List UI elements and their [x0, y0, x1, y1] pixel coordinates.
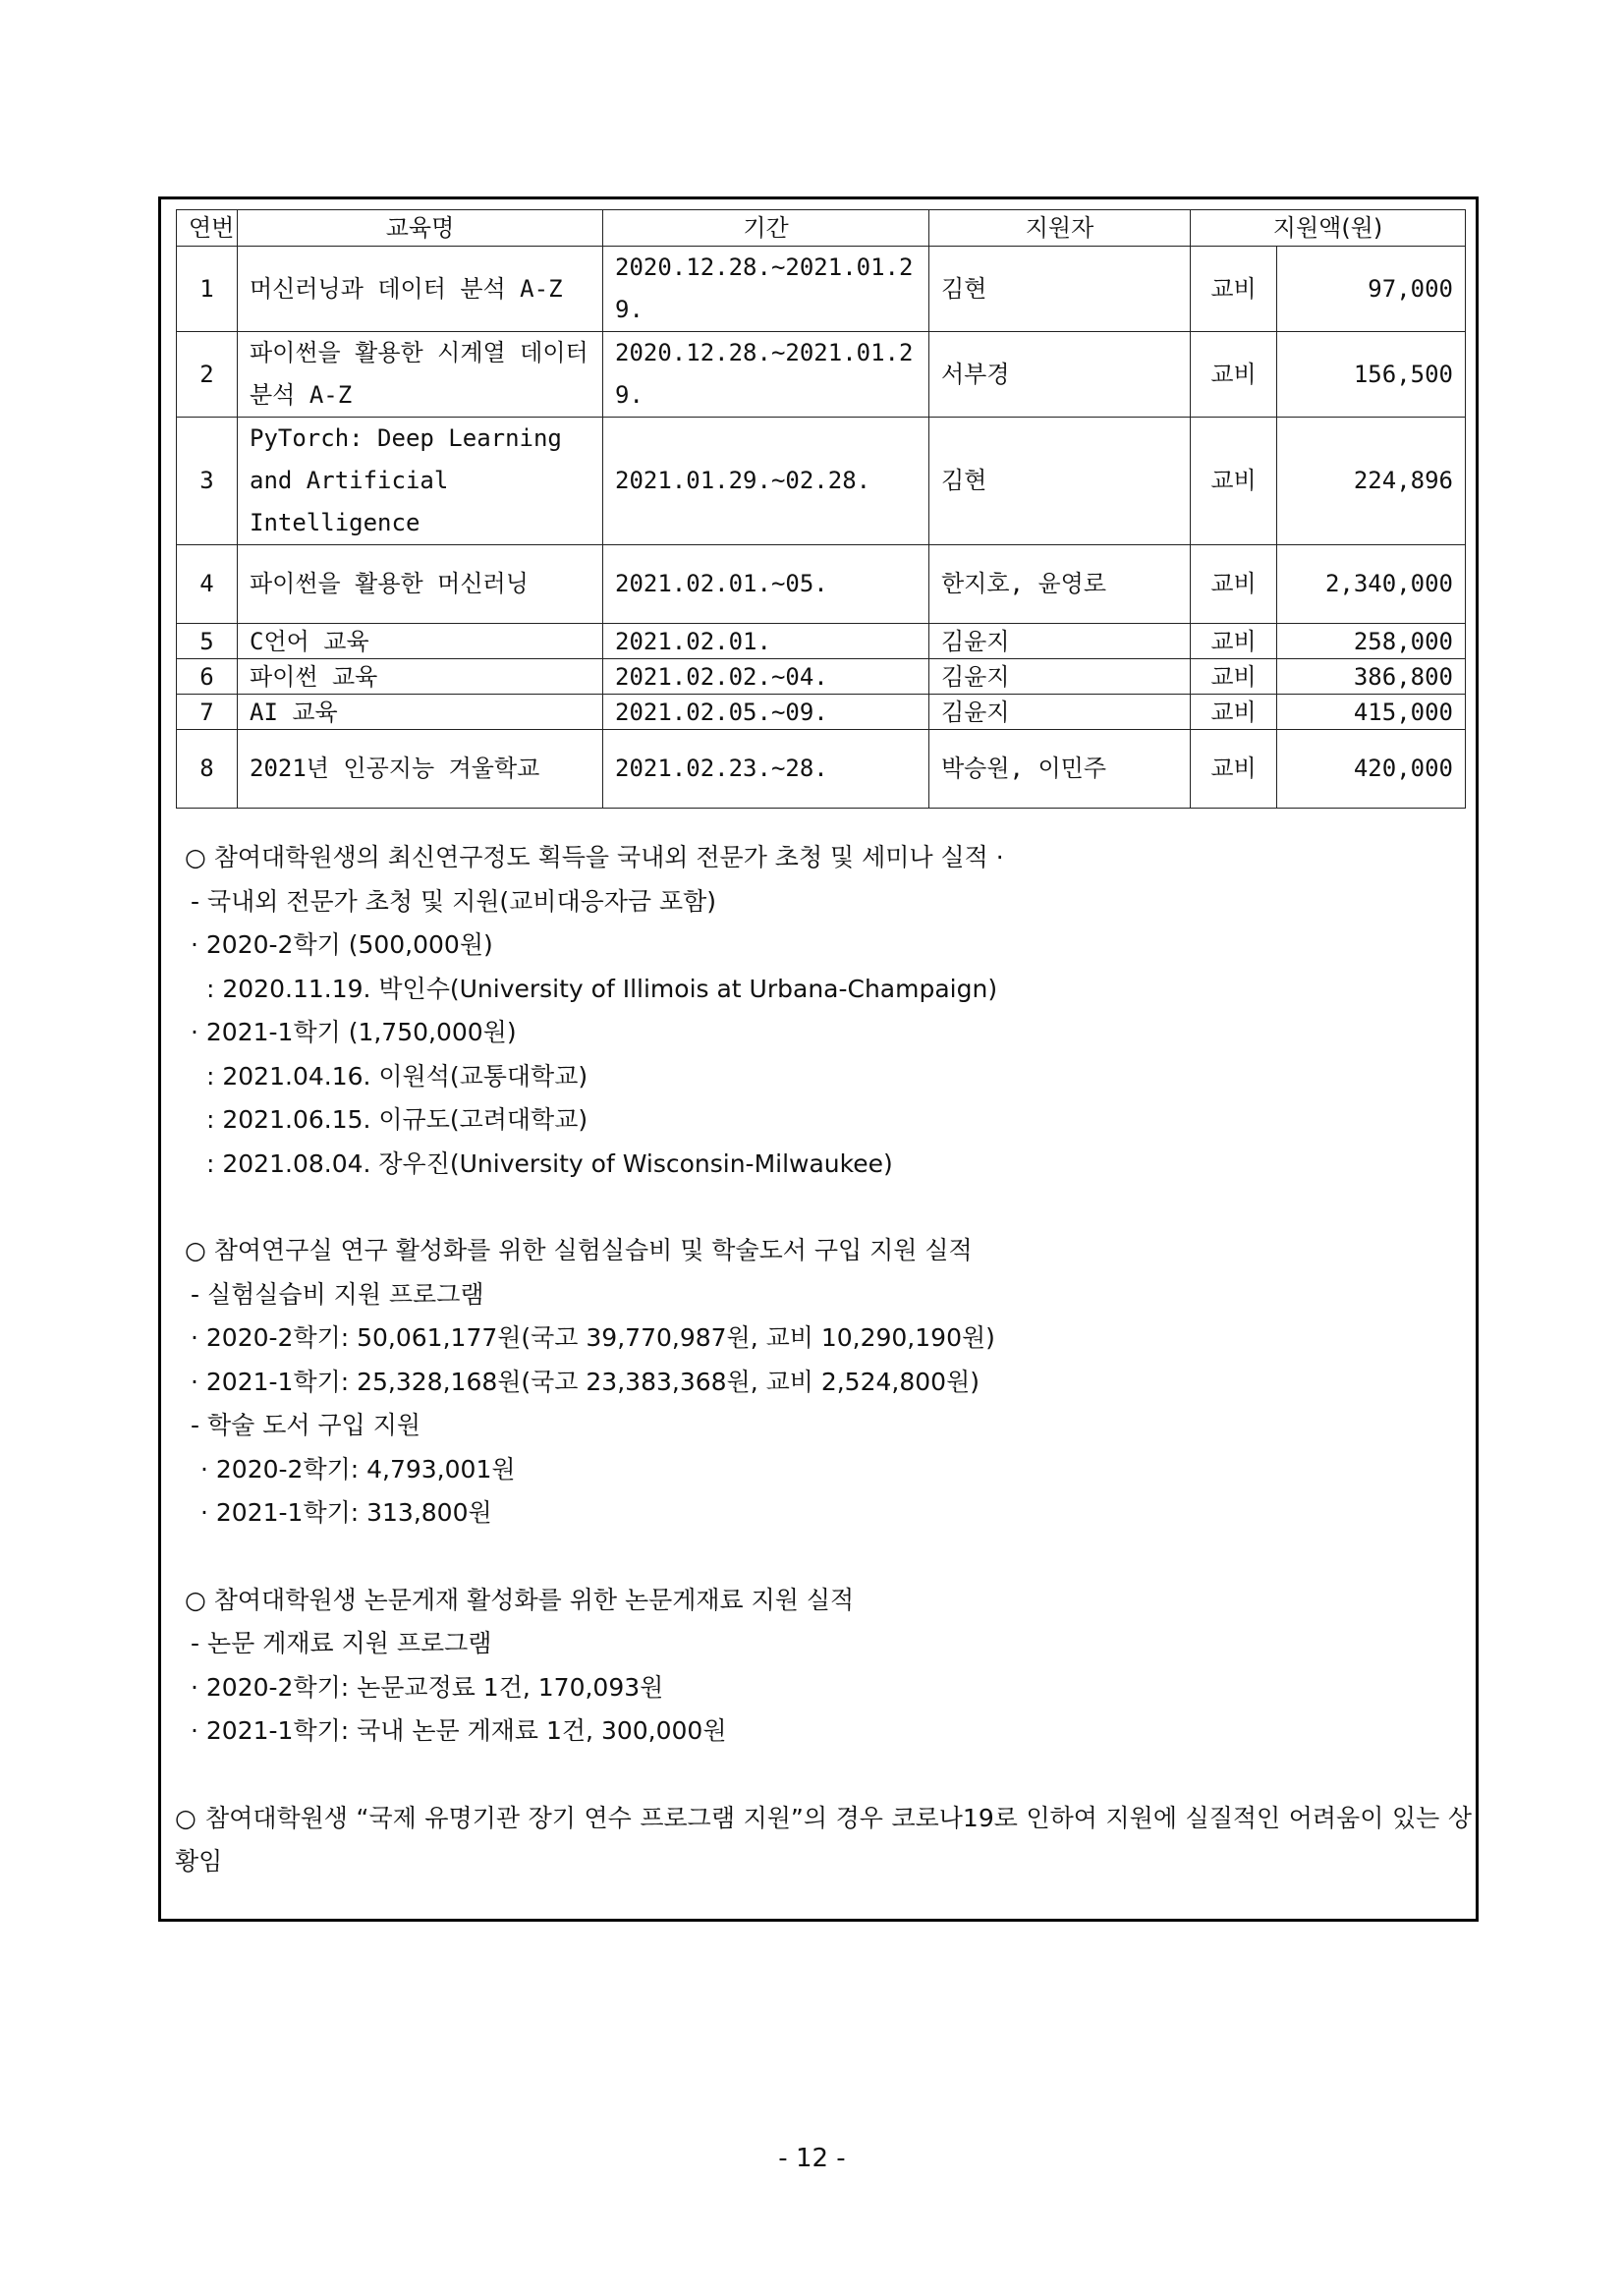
- spacer: [161, 1186, 1476, 1229]
- seminar-entry: : 2020.11.19. 박인수(University of Illimois at Urbana-Champaign): [206, 974, 998, 1003]
- row-course-name: 머신러닝과 데이터 분석 A-Z: [238, 247, 603, 332]
- lab-fee-entry: · 2020-2학기: 50,061,177원(국고 39,770,987원, 교비 10,290,190원): [191, 1323, 995, 1352]
- header-period: 기간: [603, 210, 929, 247]
- row-period: 2021.02.01.: [603, 624, 929, 659]
- spacer: [161, 1754, 1476, 1797]
- row-course-name: 파이썬 교육: [238, 659, 603, 695]
- table-row: [177, 730, 1466, 809]
- publication-fee-entry: · 2021-1학기: 국내 논문 게재료 1건, 300,000원: [191, 1716, 727, 1745]
- row-fund-type: 교비: [1191, 659, 1277, 695]
- row-course-name: 파이썬을 활용한 시계열 데이터 분석 A-Z: [238, 332, 603, 418]
- row-amount: 156,500: [1277, 332, 1466, 418]
- row-no: 2: [177, 332, 238, 418]
- publication-fee-entry: · 2020-2학기: 논문교정료 1건, 170,093원: [191, 1672, 664, 1702]
- subheading-expert-invitation: - 국내외 전문가 초청 및 지원(교비대응자금 포함): [191, 886, 717, 916]
- row-period: 2021.02.01.~05.: [603, 545, 929, 624]
- row-course-name: 2021년 인공지능 겨울학교: [238, 730, 603, 809]
- subheading-book-purchase: - 학술 도서 구입 지원: [191, 1411, 421, 1439]
- row-no: 4: [177, 545, 238, 624]
- row-applicant: 김윤지: [929, 695, 1191, 730]
- row-period: 2021.02.02.~04.: [603, 659, 929, 695]
- row-course-name: AI 교육: [238, 695, 603, 730]
- row-amount: 2,340,000: [1277, 545, 1466, 624]
- semester-2021-1: · 2021-1학기 (1,750,000원): [191, 1018, 517, 1046]
- lab-fee-entry: · 2021-1학기: 25,328,168원(국고 23,383,368원, 교비 2,524,800원): [191, 1367, 980, 1396]
- subheading-lab-fee: - 실험실습비 지원 프로그램: [191, 1279, 484, 1309]
- table-row: [177, 624, 1466, 659]
- spacer: [161, 1536, 1476, 1579]
- row-period: 2021.02.23.~28.: [603, 730, 929, 809]
- table-row: [177, 659, 1466, 695]
- row-applicant: 서부경: [929, 332, 1191, 418]
- row-period: 2021.02.05.~09.: [603, 695, 929, 730]
- row-period: 2021.01.29.~02.28.: [603, 418, 929, 545]
- book-purchase-entry: · 2020-2학기: 4,793,001원: [200, 1454, 516, 1484]
- row-course-name: 파이썬을 활용한 머신러닝: [238, 545, 603, 624]
- content-frame: [158, 196, 1479, 1922]
- row-applicant: 김윤지: [929, 659, 1191, 695]
- row-applicant: 한지호, 윤영로: [929, 545, 1191, 624]
- row-course-name: PyTorch: Deep Learning and Artificial Intelligence: [238, 418, 603, 545]
- section-heading-lab-support: ○ 참여연구실 연구 활성화를 위한 실험실습비 및 학술도서 구입 지원 실적: [185, 1236, 973, 1264]
- row-fund-type: 교비: [1191, 247, 1277, 332]
- row-no: 3: [177, 418, 238, 545]
- row-course-name: C언어 교육: [238, 624, 603, 659]
- row-fund-type: 교비: [1191, 624, 1277, 659]
- seminar-entry: : 2021.06.15. 이규도(고려대학교): [206, 1105, 588, 1134]
- table-row: [177, 247, 1466, 332]
- row-amount: 386,800: [1277, 659, 1466, 695]
- report-body: [161, 836, 1476, 1884]
- row-applicant: 박승원, 이민주: [929, 730, 1191, 809]
- book-purchase-entry: · 2021-1학기: 313,800원: [200, 1498, 492, 1527]
- row-fund-type: 교비: [1191, 730, 1277, 809]
- row-fund-type: 교비: [1191, 418, 1277, 545]
- table-row: [177, 695, 1466, 730]
- table-row: [177, 418, 1466, 545]
- row-applicant: 김현: [929, 247, 1191, 332]
- row-period: 2020.12.28.~2021.01.29.: [603, 247, 929, 332]
- education-support-table: [176, 209, 1466, 809]
- row-amount: 258,000: [1277, 624, 1466, 659]
- row-period: 2020.12.28.~2021.01.29.: [603, 332, 929, 418]
- seminar-entry: : 2021.08.04. 장우진(University of Wisconsin-Milwaukee): [206, 1148, 893, 1178]
- table-row: [177, 545, 1466, 624]
- section-heading-publication: ○ 참여대학원생 논문게재 활성화를 위한 논문게재료 지원 실적: [185, 1585, 855, 1614]
- header-applicant: 지원자: [929, 210, 1191, 247]
- header-no: 연번: [177, 210, 238, 247]
- row-amount: 415,000: [1277, 695, 1466, 730]
- header-amount: 지원액(원): [1191, 210, 1466, 247]
- table-header-row: [177, 210, 1466, 247]
- row-amount: 224,896: [1277, 418, 1466, 545]
- row-amount: 97,000: [1277, 247, 1466, 332]
- row-no: 5: [177, 624, 238, 659]
- seminar-entry: : 2021.04.16. 이원석(교통대학교): [206, 1061, 588, 1091]
- row-no: 8: [177, 730, 238, 809]
- section-overseas-training-note: ○ 참여대학원생 “국제 유명기관 장기 연수 프로그램 지원”의 경우 코로나19로 인하여 지원에 실질적인 어려움이 있는 상황임: [175, 1803, 1472, 1876]
- row-applicant: 김현: [929, 418, 1191, 545]
- row-amount: 420,000: [1277, 730, 1466, 809]
- row-fund-type: 교비: [1191, 695, 1277, 730]
- row-fund-type: 교비: [1191, 545, 1277, 624]
- header-course-name: 교육명: [238, 210, 603, 247]
- subheading-publication-fee: - 논문 게재료 지원 프로그램: [191, 1629, 492, 1657]
- semester-2020-2: · 2020-2학기 (500,000원): [191, 930, 493, 959]
- row-applicant: 김윤지: [929, 624, 1191, 659]
- row-no: 7: [177, 695, 238, 730]
- row-no: 6: [177, 659, 238, 695]
- page-number: - 12 -: [778, 2144, 846, 2173]
- row-no: 1: [177, 247, 238, 332]
- section-heading-seminar: ○ 참여대학원생의 최신연구정도 획득을 국내외 전문가 초청 및 세미나 실적 ·: [185, 843, 1004, 871]
- row-fund-type: 교비: [1191, 332, 1277, 418]
- table-row: [177, 332, 1466, 418]
